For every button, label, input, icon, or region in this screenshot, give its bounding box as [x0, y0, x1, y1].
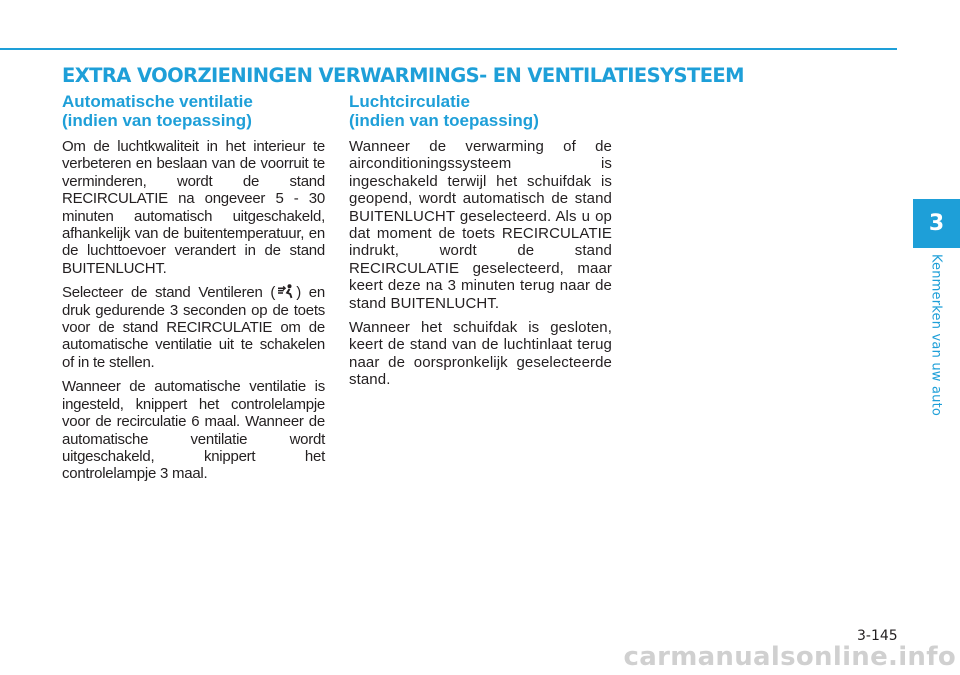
left-heading: [62, 92, 325, 130]
header-rule: [0, 48, 897, 50]
left-paragraph-3: Wanneer de automatische ventilatie is ingesteld, knippert het controlelampje voor de recirculatie 6 maal. Wanneer de automatische ventilatie wordt uitgeschakeld, knippert het controlelampje 3 maal.: [62, 378, 325, 483]
left-heading-line2: (indien van toepassing): [62, 111, 252, 130]
face-vent-icon: [277, 284, 294, 299]
right-paragraph-2: Wanneer het schuifdak is gesloten, keert de stand van de luchtinlaat terug naar de oorspronkelijk geselecteerde stand.: [349, 319, 612, 389]
right-column: [349, 92, 612, 396]
left-paragraph-2-before: Selecteer de stand Ventileren (: [62, 284, 276, 302]
chapter-tab: 3: [913, 199, 960, 248]
left-paragraph-1: Om de luchtkwaliteit in het interieur te verbeteren en beslaan van de voorruit te verminderen, wordt de stand RECIRCULATIE na ongeveer 5 - 30 minuten automatisch uitgeschakeld, afhankelijk van de buitentemperatuur, en de luchttoevoer verandert in de stand BUITENLUCHT.: [62, 138, 325, 277]
right-heading: [349, 92, 612, 130]
right-heading-line1: Luchtcirculatie: [349, 92, 470, 111]
left-heading-line1: Automatische ventilatie: [62, 92, 253, 111]
page-number: 3-145: [857, 628, 898, 644]
section-title: EXTRA VOORZIENINGEN VERWARMINGS- EN VENTILATIESYSTEEM: [62, 64, 744, 87]
chapter-label: Kenmerken van uw auto: [928, 253, 944, 417]
right-heading-line2: (indien van toepassing): [349, 111, 539, 130]
left-paragraph-2: [62, 284, 325, 371]
left-column: [62, 92, 325, 490]
watermark: carmanualsonline.info: [623, 642, 956, 672]
left-paragraph-2-after: ) en druk gedurende 3 seconden op de toets voor de stand RECIRCULATIE om de automatische ventilatie uit te schakelen of in te stellen.: [62, 284, 325, 371]
right-paragraph-1: Wanneer de verwarming of de airconditioningssysteem is ingeschakeld terwijl het schuifdak is geopend, wordt automatisch de stand BUITENLUCHT geselecteerd. Als u op dat moment de toets RECIRCULATIE indrukt, wordt de stand RECIRCULATIE geselecteerd, maar keert deze na 3 minuten terug naar de stand BUITENLUCHT.: [349, 138, 612, 312]
